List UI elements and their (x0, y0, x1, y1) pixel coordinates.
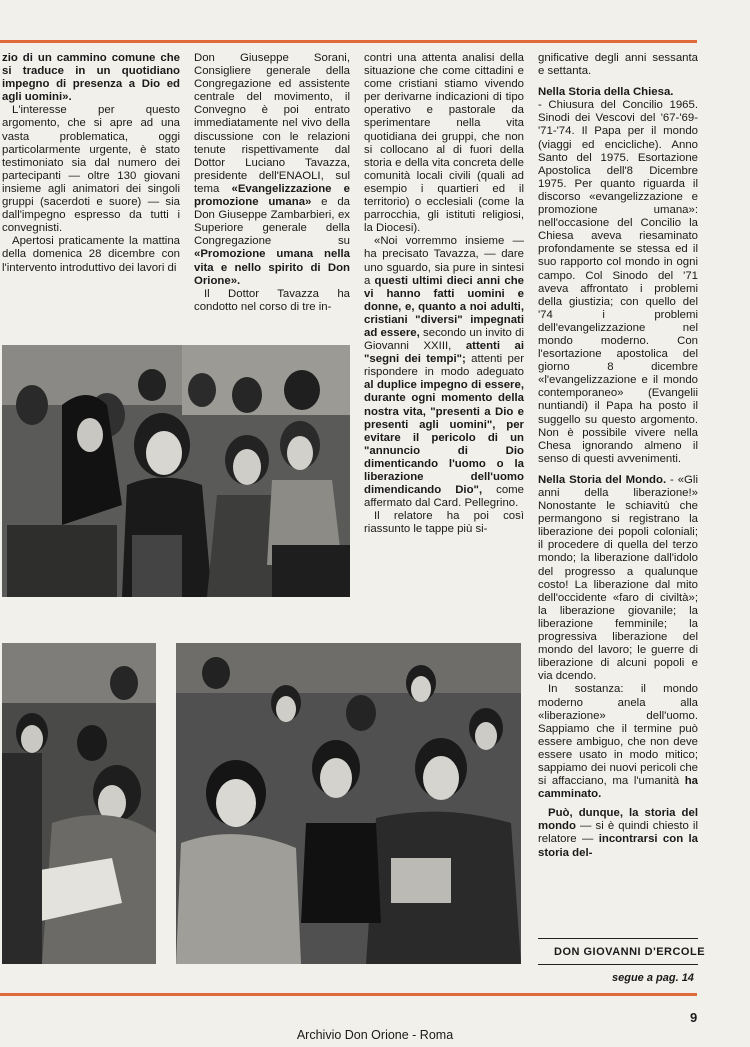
text-column-1 (2, 52, 180, 275)
photo-young-audience (176, 643, 521, 964)
section-heading: Nella Storia della Chiesa. (538, 86, 674, 99)
continued-on-page: segue a pag. 14 (612, 972, 694, 984)
text-column-3 (364, 52, 524, 536)
paragraph: Don Giuseppe Sorani, Consigliere generale della Congregazione ed assistente centrale del movimento, il Convegno è poi entrato immediatamente nel vivo della discussione con le relazioni tenute rispettivamente dal Dottor Luciano Tavazza, presidente dell'ENAOLI, sul tema «Evangelizzazione e promozione umana» e da Don Giuseppe Zambarbieri, ex Superiore generale della Congregazione su «Promozione umana nella vita e nello spirito di Don Orione». (194, 52, 350, 287)
paragraph: Apertosi praticamente la mattina della domenica 28 dicembre con l'intervento introduttivo dei lavori di (2, 235, 180, 274)
text-column-2 (194, 52, 350, 314)
text-column-4 (538, 52, 698, 860)
photo-audience-nun-woman (2, 345, 350, 597)
photo-audience-reading (2, 643, 156, 964)
paragraph: contri una attenta analisi della situazione che come cittadini e come cristiani stiamo vivendo per derivarne indicazioni di tipo operativo e pastorale da sperimentare nella vita quotidiana dei gruppi, che non si collocano al di fuori della storia e della vita concreta delle comunità locali civili (quali ad esempio i quartieri ed il territorio) o ecclesiali (come la parrocchia, gli istituti religiosi, la Diocesi). (364, 52, 524, 235)
bottom-accent-rule (0, 993, 697, 996)
signature-rule (538, 938, 698, 939)
top-accent-rule (0, 40, 697, 43)
paragraph: zio di un cammino comune che si traduce in un quotidiano impegno di presenza a Dio ed agli uomini». (2, 52, 180, 104)
page-number: 9 (690, 1010, 698, 1025)
paragraph: L'interesse per questo argomento, che si apre ad una vasta problematica, oggi particolarmente urgente, è stato testimoniato sia dal numero dei partecipanti — oltre 130 giovani insieme agli animatori dei singoli gruppi (sacerdoti e suore) — sia dall'impegno espresso da tutti i convegnisti. (2, 104, 180, 235)
archive-footer: Archivio Don Orione - Roma (296, 1028, 454, 1042)
paragraph: Nella Storia del Mondo. - «Gli anni della liberazione!» Nonostante le schiavitù che permangono si registrano la liberazione dei popoli coloniali; il procedere di quella del terzo mondo; la liberazione dall'idolo del progresso a qualunque costo! La liberazione dal mito dell'occidente «faro di civiltà»; la liberazione giovanile; la liberazione femminile; la progressiva liberazione del mondo del lavoro; le guerre di liberazione di alcuni popoli e via dcendo. (538, 473, 698, 683)
signature-rule (538, 964, 698, 965)
paragraph: Può, dunque, la storia del mondo — si è quindi chiesto il relatore — incontrarsi con la storia del- (538, 807, 699, 859)
paragraph: Il Dottor Tavazza ha condotto nel corso di tre in- (194, 287, 350, 313)
paragraph: In sostanza: il mondo moderno anela alla «liberazione» dell'uomo. Sappiamo che il termine può essere ambiguo, che non deve essere usato in modo mitico; sappiamo dei nuovi pericoli che si affacciano, ma l'umanità ha camminato. (538, 683, 698, 801)
paragraph: - Chiusura del Concilio 1965. Sinodi dei Vescovi del '67-'69-'71-'74. Il Papa per il mondo (viaggi ed encicliche). Anno Santo del 1975. Esortazione Apostolica dell'8 Dicembre 1975. Per quanto riguarda il discorso «evangelizzazione e promozione umana»: nell'occasione del Concilio la Chiesa aveva riesaminato profondamente se stessa ed il suo rapporto col mondo in ogni campo. Col Sinodo del '71 aveva affrontato i problemi della giustizia; con quello del '74 i problemi dell'evangelizzazione nel mondo moderno. Con l'esortazione apostolica del giorno 8 dicembre «l'evangelizzazione e il mondo contemporaneo» (Evangelii nuntiandi) il Papa ha posto il suggello su questo argomento. Non è possibile vivere nella Chesa ignorando almeno il senso di questi avvenimenti. (538, 99, 698, 465)
paragraph: «Noi vorremmo insieme — ha precisato Tavazza, — dare uno sguardo, sia pure in sintesi a questi ultimi dieci anni che vi hanno fatti uomini e donne, e, quanto a noi adulti, cristiani "diversi" impegnati ad essere, secondo un invito di Giovanni XXIII, attenti ai "segni dei tempi"; attenti per rispondere in modo adeguato al duplice impegno di essere, durante ogni momento della nostra vita, "presenti a Dio e presenti agli uomini", per evitare il pericolo di un "annuncio di Dio dimenticando l'uomo o la liberazione dell'uomo dimendicando Dio", come affermato dal Card. Pellegrino. (364, 235, 525, 510)
author-signature: DON GIOVANNI D'ERCOLE (554, 946, 706, 958)
paragraph: gnificative degli anni sessanta e settanta. (538, 52, 698, 78)
paragraph: Il relatore ha poi così riassunto le tappe più si- (364, 510, 524, 536)
